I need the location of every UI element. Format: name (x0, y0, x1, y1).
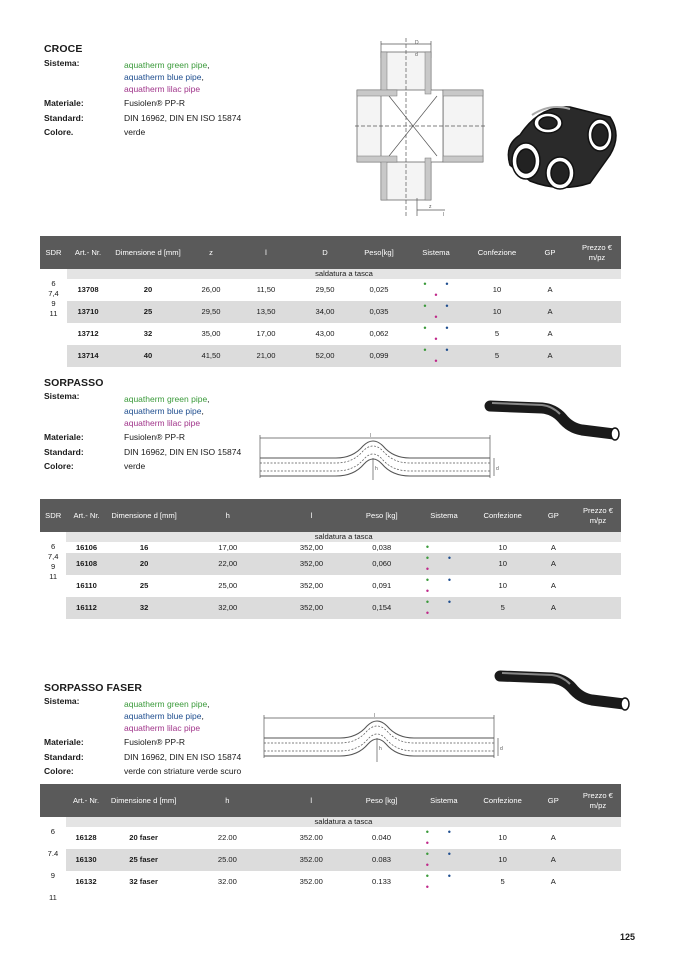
croce-table (40, 236, 621, 367)
table-row: 6 7,4 9 11 13708 20 26,00 11,50 29,50 0,025 • •• 10 A (40, 279, 621, 301)
col-header: SDR (40, 236, 67, 269)
croce-colore: verde (124, 127, 146, 137)
faser-system-blue: aquatherm blue pipe, (124, 711, 204, 721)
faser-technical-drawing (262, 712, 507, 767)
col-header: h (181, 499, 274, 532)
faser-pipe-image (494, 666, 634, 716)
col-header: Art.- Nr. (67, 236, 109, 269)
croce-colore-label: Colore. (44, 127, 74, 137)
sorpasso-dim-d: d (496, 466, 499, 472)
col-header: Art.- Nr. (66, 784, 106, 817)
table-subheader: saldatura a tasca (66, 532, 621, 542)
sorpasso-table-header (40, 499, 621, 532)
sistema-dots: • •• (405, 345, 467, 367)
col-header: Dimensione d [mm] (109, 236, 187, 269)
sdr-cell: 6 7,4 9 11 (40, 279, 67, 367)
faser-system-lilac: aquatherm lilac pipe (124, 723, 201, 733)
col-header: Prezzo € m/pz (575, 499, 621, 532)
col-header: l (235, 236, 297, 269)
croce-system-green: aquatherm green pipe, (124, 60, 210, 70)
sorpasso-system-lilac: aquatherm lilac pipe (124, 418, 201, 428)
col-header: SDR (40, 499, 66, 532)
faser-table-header (40, 784, 621, 817)
table-row: 16108 20 22,00 352,00 0,060 • •• 10 A (40, 553, 621, 575)
faser-dim-d: d (500, 746, 503, 752)
croce-materiale: Fusiolen® PP-R (124, 98, 186, 108)
sistema-dots: • •• (414, 597, 473, 619)
croce-dim-z: z (429, 204, 432, 210)
page-number: 125 (620, 932, 636, 942)
col-header: z (187, 236, 235, 269)
faser-dim-h: h (379, 746, 382, 752)
table-row: 6 7,4 9 11 16106 16 17,00 352,00 0,038 • 10 A (40, 542, 621, 553)
table-row: 7.4 16130 25 faser 25.00 352.00 0.083 • •• 10 A (40, 849, 621, 871)
col-header: Dimensione d [mm] (106, 784, 181, 817)
croce-table-header (40, 236, 621, 269)
table-subheader: saldatura a tasca (66, 817, 621, 827)
faser-system-green: aquatherm green pipe, (124, 699, 210, 709)
col-header: l (274, 784, 349, 817)
sistema-dots: • (425, 542, 430, 552)
sorpasso-standard: DIN 16962, DIN EN ISO 15874 (124, 447, 242, 457)
col-header: Sistema (405, 236, 467, 269)
sorpasso-technical-drawing (258, 430, 503, 485)
col-header: Prezzo € m/pz (573, 236, 621, 269)
col-header: D (297, 236, 353, 269)
sistema-dots: • •• (423, 279, 449, 300)
faser-materiale-label: Materiale: (44, 737, 84, 747)
croce-materiale-label: Materiale: (44, 98, 84, 108)
col-header: GP (527, 236, 573, 269)
sorpasso-title: SORPASSO (44, 377, 104, 389)
faser-sistema-label: Sistema: (44, 696, 80, 706)
sorpasso-colore-label: Colore: (44, 461, 74, 471)
croce-system-blue: aquatherm blue pipe, (124, 72, 204, 82)
croce-3d-image (500, 95, 625, 195)
sdr-cell: 6 7,4 9 11 (40, 542, 66, 619)
sorpasso-dim-h: h (375, 466, 378, 472)
col-header: Dimensione d [mm] (107, 499, 182, 532)
croce-title: CROCE (44, 43, 83, 55)
table-row: 13712 32 35,00 17,00 43,00 0,062 • •• 5 A (77, 323, 553, 344)
sorpasso-table (40, 499, 621, 619)
faser-standard: DIN 16962, DIN EN ISO 15874 (124, 752, 242, 762)
col-header: Confezione (473, 784, 531, 817)
sistema-dots: • •• (425, 827, 451, 848)
sistema-dots: • •• (414, 849, 473, 871)
faser-title: SORPASSO FASER (44, 682, 143, 694)
sorpasso-materiale: Fusiolen® PP-R (124, 432, 186, 442)
col-header: Peso[kg] (353, 236, 405, 269)
croce-sistema-label: Sistema: (44, 58, 80, 68)
table-row: 11 (40, 893, 621, 903)
col-header: Prezzo € m/pz (575, 784, 621, 817)
col-header: GP (532, 784, 575, 817)
table-row: 6 16128 20 faser 22.00 352.00 0.040 • •• 10 A (40, 827, 621, 849)
croce-standard-label: Standard: (44, 113, 84, 123)
col-header: Peso [kg] (349, 499, 414, 532)
sorpasso-system-green: aquatherm green pipe, (124, 394, 210, 404)
sorpasso-pipe-image (484, 396, 624, 446)
col-header: h (181, 784, 274, 817)
faser-materiale: Fusiolen® PP-R (124, 737, 186, 747)
table-row: 13714 40 41,50 21,00 52,00 0,099 • •• 5 A (40, 345, 621, 367)
faser-dim-l: l (374, 713, 376, 719)
faser-standard-label: Standard: (44, 752, 84, 762)
table-row: 16112 32 32,00 352,00 0,154 • •• 5 A (40, 597, 621, 619)
table-row: 16110 25 25,00 352,00 0,091 • •• 10 A (76, 575, 556, 596)
col-header: Confezione (467, 236, 527, 269)
croce-standard: DIN 16962, DIN EN ISO 15874 (124, 113, 242, 123)
sorpasso-standard-label: Standard: (44, 447, 84, 457)
croce-dim-D: D (415, 40, 419, 46)
croce-dim-d: d (415, 52, 418, 58)
col-header: Art.- Nr. (66, 499, 106, 532)
sorpasso-dim-l: l (370, 433, 372, 439)
sistema-dots: • •• (425, 575, 452, 596)
croce-system-lilac: aquatherm lilac pipe (124, 84, 201, 94)
col-header: GP (532, 499, 575, 532)
col-header: Sistema (414, 784, 473, 817)
sorpasso-colore: verde (124, 461, 146, 471)
sorpasso-materiale-label: Materiale: (44, 432, 84, 442)
col-header: Sistema (414, 499, 473, 532)
sistema-dots: • •• (425, 871, 451, 892)
sistema-dots: • •• (405, 301, 467, 323)
sistema-dots: • •• (423, 323, 449, 344)
faser-colore-label: Colore: (44, 766, 74, 776)
croce-technical-drawing (355, 38, 485, 218)
col-header (40, 784, 66, 817)
table-subheader: saldatura a tasca (67, 269, 621, 279)
col-header: l (274, 499, 349, 532)
faser-colore: verde con striature verde scuro (124, 766, 242, 776)
croce-dim-l: l (443, 212, 445, 218)
table-row: 9 16132 32 faser 32.00 352.00 0.133 • •• 5 A (40, 871, 621, 893)
sorpasso-system-blue: aquatherm blue pipe, (124, 406, 204, 416)
col-header: Confezione (474, 499, 532, 532)
sistema-dots: • •• (414, 553, 473, 575)
faser-table (40, 784, 621, 903)
col-header: Peso [kg] (349, 784, 415, 817)
sorpasso-sistema-label: Sistema: (44, 391, 80, 401)
table-row: 13710 25 29,50 13,50 34,00 0,035 • •• 10 A (40, 301, 621, 323)
